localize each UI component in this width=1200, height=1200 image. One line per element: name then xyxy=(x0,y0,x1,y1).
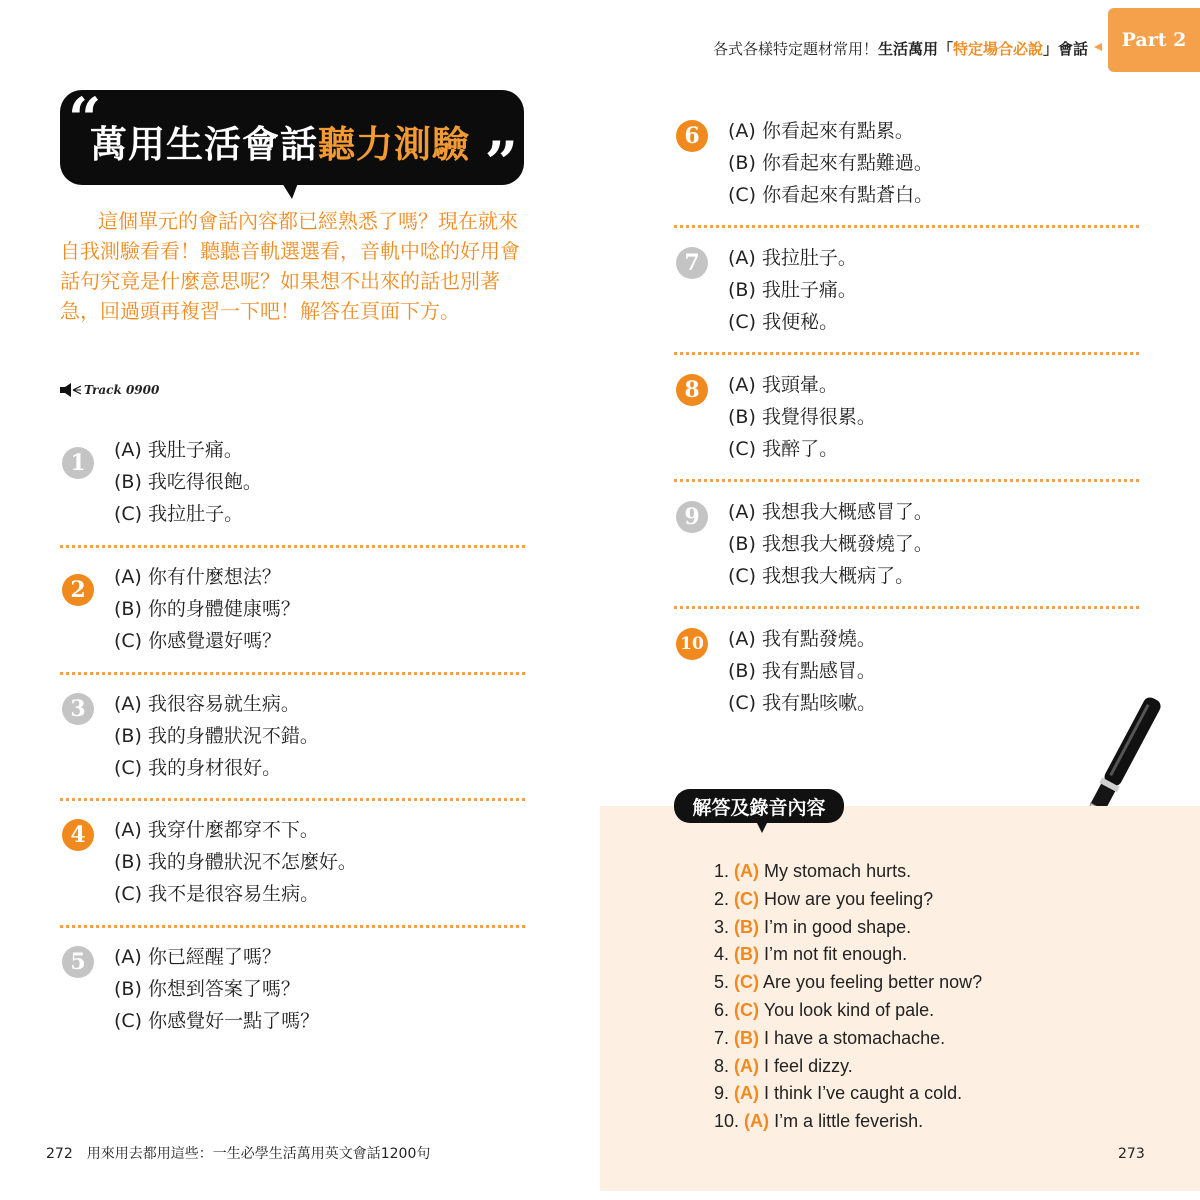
option-list xyxy=(728,623,876,719)
answer-number: 4. xyxy=(714,944,730,965)
answer-item xyxy=(714,941,982,969)
question-number: 4 xyxy=(62,819,94,851)
running-header-orange: 特定場合必說 xyxy=(952,40,1043,58)
question-number: 8 xyxy=(676,374,708,406)
left-page-number: 272 xyxy=(46,1146,73,1162)
question-number: 5 xyxy=(62,946,94,978)
option-c[interactable]: (C) 我便秘。 xyxy=(728,311,839,333)
option-c[interactable]: (C) 你感覺還好嗎？ xyxy=(114,630,282,652)
answer-text: I feel dizzy. xyxy=(764,1055,853,1076)
answer-text: You look kind of pale. xyxy=(763,999,935,1020)
option-b[interactable]: (B) 我覺得很累。 xyxy=(728,406,876,428)
answer-text: I think I’ve caught a cold. xyxy=(764,1083,963,1104)
running-header xyxy=(713,38,1088,59)
answer-text: I’m in good shape. xyxy=(764,916,912,937)
answer-letter: (C) xyxy=(734,888,760,909)
option-list xyxy=(114,814,357,910)
answer-letter: (C) xyxy=(734,972,760,993)
option-c[interactable]: (C) 我醉了。 xyxy=(728,438,839,460)
book-title: 用來用去都用這些：一生必學生活萬用英文會話1200句 xyxy=(86,1146,431,1162)
answer-letter: (A) xyxy=(734,861,760,881)
answer-text: Are you feeling better now? xyxy=(763,972,983,993)
option-b[interactable]: (B) 我吃得很飽。 xyxy=(114,471,262,493)
answer-number: 8. xyxy=(714,1055,730,1076)
title-black-part: 萬用生活會話 xyxy=(90,123,318,166)
question-number: 6 xyxy=(676,120,708,152)
answer-item xyxy=(714,914,982,942)
answer-item xyxy=(714,997,982,1025)
left-footer xyxy=(46,1143,430,1163)
answer-number: 9. xyxy=(714,1083,730,1104)
answer-number: 1. xyxy=(714,861,730,881)
tab-arrow-icon xyxy=(1094,43,1102,51)
dotted-divider xyxy=(60,925,525,928)
option-list xyxy=(114,434,262,530)
question-number: 1 xyxy=(62,447,94,479)
option-a[interactable]: (A) 我想我大概感冒了。 xyxy=(728,501,933,523)
title-orange-part: 聽力測驗 xyxy=(318,123,470,166)
answer-item xyxy=(714,858,982,886)
dotted-divider xyxy=(674,352,1139,355)
answer-number: 3. xyxy=(714,916,730,937)
option-a[interactable]: (A) 我穿什麼都穿不下。 xyxy=(114,819,319,841)
question-number: 9 xyxy=(676,501,708,533)
question-number: 3 xyxy=(62,693,94,725)
answer-letter: (A) xyxy=(734,1083,760,1104)
option-c[interactable]: (C) 我拉肚子。 xyxy=(114,503,244,525)
dotted-divider xyxy=(60,545,525,548)
right-page-number: 273 xyxy=(1118,1146,1145,1162)
answer-title-bubble: 解答及錄音內容 xyxy=(674,789,844,823)
option-a[interactable]: (A) 我有點發燒。 xyxy=(728,628,876,650)
option-b[interactable]: (B) 你看起來有點難過。 xyxy=(728,152,933,174)
question-number: 7 xyxy=(676,247,708,279)
question-number: 10 xyxy=(676,628,708,660)
answer-number: 2. xyxy=(714,888,730,909)
page-title xyxy=(90,114,470,168)
answer-number: 7. xyxy=(714,1027,730,1048)
dotted-divider xyxy=(674,606,1139,609)
option-b[interactable]: (B) 我有點感冒。 xyxy=(728,660,876,682)
answer-item xyxy=(714,969,982,997)
option-b[interactable]: (B) 我的身體狀況不錯。 xyxy=(114,725,319,747)
answer-number: 5. xyxy=(714,972,730,993)
option-b[interactable]: (B) 我肚子痛。 xyxy=(728,279,857,301)
answer-letter: (B) xyxy=(734,1027,760,1048)
answer-item xyxy=(714,1053,982,1081)
running-header-bold: 生活萬用「 xyxy=(877,40,953,58)
option-list xyxy=(728,496,933,592)
close-quote-mark: ” xyxy=(484,129,518,197)
answer-text: I have a stomachache. xyxy=(764,1027,946,1048)
dotted-divider xyxy=(60,798,525,801)
answer-letter: (B) xyxy=(734,944,760,965)
running-header-suffix: 」會話 xyxy=(1042,40,1088,58)
answer-list xyxy=(714,858,982,1136)
intro-paragraph: 這個單元的會話內容都已經熟悉了嗎？現在就來自我測驗看看！聽聽音軌選選看，音軌中唸的好用會話句究竟是什麼意思呢？如果想不出來的話也別著急，回過頭再複習一下吧！解答在頁面下方。 xyxy=(60,209,520,323)
option-a[interactable]: (A) 我拉肚子。 xyxy=(728,247,857,269)
option-c[interactable]: (C) 你感覺好一點了嗎？ xyxy=(114,1010,320,1032)
audio-track[interactable] xyxy=(60,383,159,397)
option-a[interactable]: (A) 我頭暈。 xyxy=(728,374,838,396)
answer-text: I’m not fit enough. xyxy=(764,944,908,965)
answer-letter: (A) xyxy=(744,1111,770,1132)
option-c[interactable]: (C) 我不是很容易生病。 xyxy=(114,883,320,905)
answer-text: How are you feeling? xyxy=(764,888,934,909)
title-bubble xyxy=(60,85,524,197)
option-a[interactable]: (A) 我很容易就生病。 xyxy=(114,693,300,715)
option-b[interactable]: (B) 我想我大概發燒了。 xyxy=(728,533,933,555)
part-tab: Part 2 xyxy=(1108,8,1200,72)
option-c[interactable]: (C) 我想我大概病了。 xyxy=(728,565,915,587)
option-a[interactable]: (A) 你有什麼想法？ xyxy=(114,566,281,588)
option-c[interactable]: (C) 我的身材很好。 xyxy=(114,757,282,779)
option-list xyxy=(114,561,300,657)
option-a[interactable]: (A) 你看起來有點累。 xyxy=(728,120,914,142)
answer-item xyxy=(714,1108,982,1136)
option-list xyxy=(114,688,319,784)
answer-item xyxy=(714,1080,982,1108)
option-list xyxy=(728,242,857,338)
answer-letter: (A) xyxy=(734,1055,760,1076)
option-b[interactable]: (B) 你的身體健康嗎？ xyxy=(114,598,300,620)
open-quote-mark: “ xyxy=(68,85,102,153)
track-label: Track 0900 xyxy=(84,383,160,397)
option-a[interactable]: (A) 你已經醒了嗎？ xyxy=(114,946,281,968)
option-c[interactable]: (C) 我有點咳嗽。 xyxy=(728,692,877,714)
answer-item xyxy=(714,1025,982,1053)
option-a[interactable]: (A) 我肚子痛。 xyxy=(114,439,243,461)
option-list xyxy=(114,941,319,1037)
running-header-prefix: 各式各樣特定題材常用！ xyxy=(712,40,878,58)
answer-number: 6. xyxy=(714,999,730,1020)
option-list xyxy=(728,369,876,465)
option-list xyxy=(728,115,933,211)
answer-item xyxy=(714,886,982,914)
dotted-divider xyxy=(674,479,1139,482)
answer-text: My stomach hurts. xyxy=(764,861,912,881)
option-c[interactable]: (C) 你看起來有點蒼白。 xyxy=(728,184,934,206)
answer-text: I’m a little feverish. xyxy=(774,1111,924,1132)
question-number: 2 xyxy=(62,574,94,606)
option-b[interactable]: (B) 我的身體狀況不怎麼好。 xyxy=(114,851,357,873)
option-b[interactable]: (B) 你想到答案了嗎？ xyxy=(114,978,300,1000)
answer-number: 10. xyxy=(714,1111,740,1132)
dotted-divider xyxy=(674,225,1139,228)
answer-letter: (B) xyxy=(734,916,760,937)
dotted-divider xyxy=(60,672,525,675)
answer-letter: (C) xyxy=(734,999,760,1020)
speaker-icon xyxy=(60,383,82,397)
